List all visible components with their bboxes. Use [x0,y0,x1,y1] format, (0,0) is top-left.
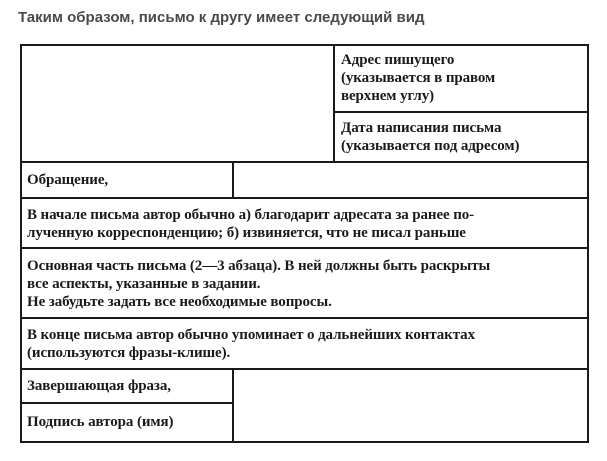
closing-cell: В конце письма автор обычно упоминает о дальнейших контактах (используются фразы-клише). [27,327,475,361]
divider-date-bottom [232,161,589,163]
opening-cell: В начале письма автор обычно а) благодарит адресата за ранее по- лученную корреспонденцию; б) извиняется, что не писал раньше [27,207,475,241]
divider-closing-bottom [20,368,589,370]
main-body-cell: Основная часть письма (2—3 абзаца). В ней должны быть раскрыты все аспекты, указанные в задании. Не забудьте задать все необходимые вопросы. [27,258,491,310]
divider-greeting-right [232,161,234,199]
closing-phrase-cell: Завершающая фраза, [27,378,171,394]
divider-main-bottom [20,317,589,319]
letter-date-cell: Дата написания письма (указывается под адресом) [341,120,520,154]
divider-bottom-left-right [232,368,234,443]
signature-cell: Подпись автора (имя) [27,414,174,430]
sender-address-cell: Адрес пишущего (указывается в правом верхнем углу) [341,52,496,104]
page-heading: Таким образом, письмо к другу имеет следующий вид [18,9,425,26]
greeting-cell: Обращение, [27,172,109,188]
divider-phrase-signature [20,402,234,404]
divider-opening-bottom [20,247,589,249]
divider-top-right-left [333,44,335,163]
divider-greeting-top [20,161,234,163]
divider-address-date [333,111,589,113]
divider-greeting-bottom [20,197,589,199]
